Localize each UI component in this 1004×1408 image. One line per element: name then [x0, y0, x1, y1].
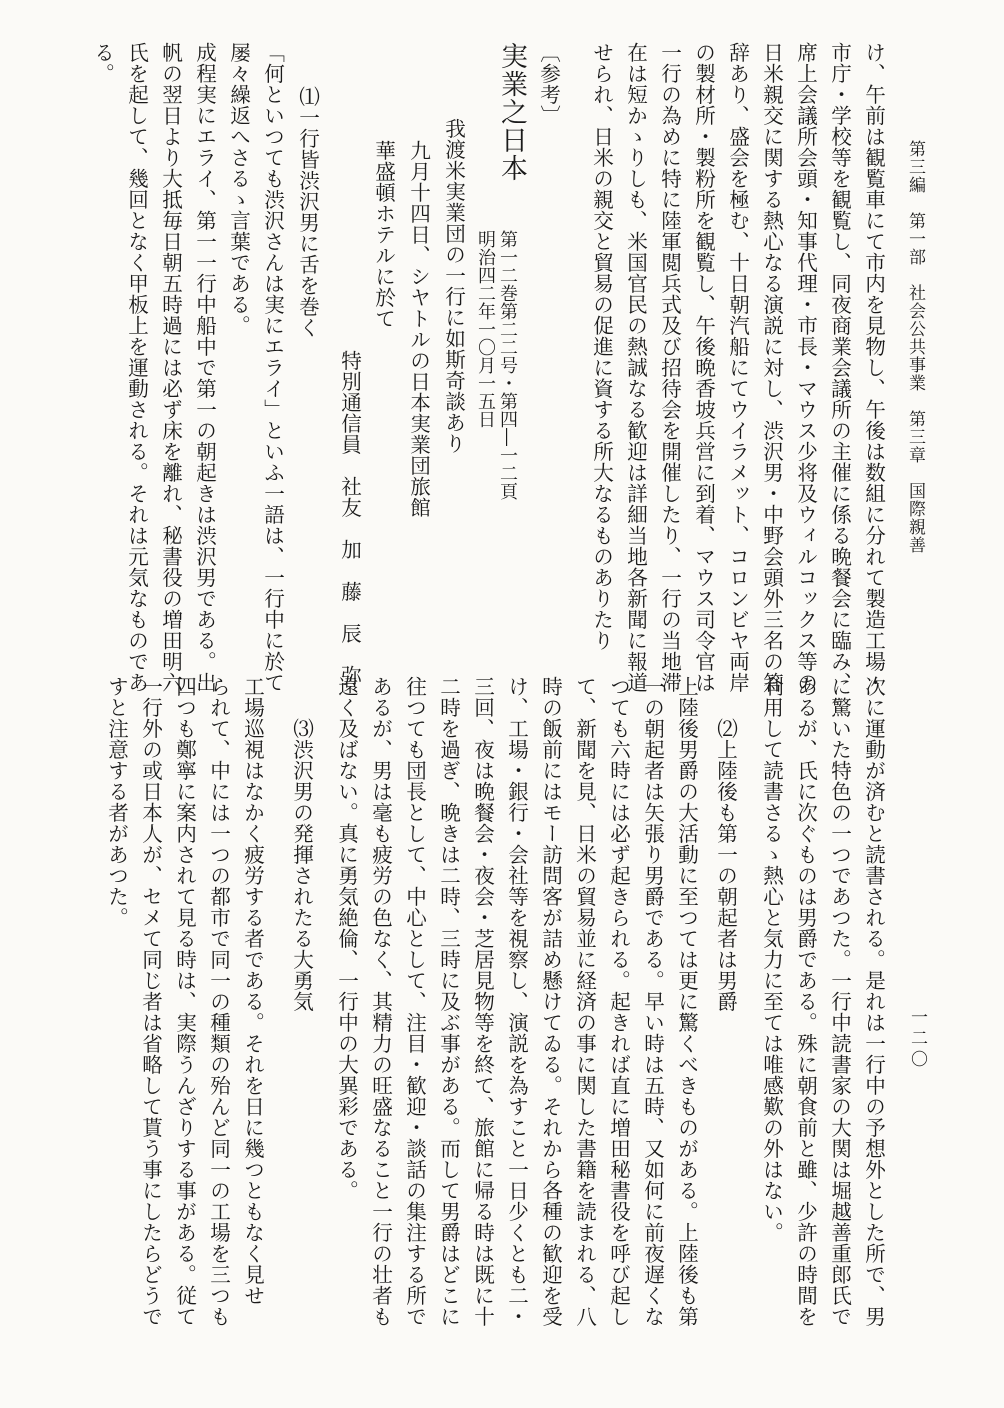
text-line: の製材所・製粉所を観覧し、午後晩香坡兵営に到着、マウス司令官は: [691, 42, 716, 693]
text-line: あるが、男は毫も疲労の色なく、其精力の旺盛なること一行の壮者も: [368, 676, 393, 1327]
text-line: に驚いた特色の一つであつた。一行中読書家の大関は堀越善重郎氏で: [827, 676, 852, 1327]
text-line: 帆の翌日より大抵毎日朝五時過には必ず床を離れ、秘書役の増田明六: [158, 42, 183, 693]
text-line: 時の飯前にはモー訪問客が詰め懸けてゐる。それから各種の歓迎を受: [538, 676, 563, 1327]
running-title: 第三編 第一部 社会公共事業 第三章 国際親善: [905, 140, 925, 554]
text-line: 「何といつても渋沢さんは実にエライ」といふ一語は、一行中に於て: [260, 42, 285, 693]
text-line: 遠く及ばない。真に勇気絶倫、一行中の大異彩である。: [334, 676, 359, 1201]
text-line: 市庁・学校等を観覧し、同夜商業会議所の主催に係る晩餐会に臨み、: [827, 42, 852, 693]
text-line: あるが、氏に次ぐものは男爵である。殊に朝食前と雖、少許の時間を: [793, 676, 818, 1327]
text-line: け、工場・銀行・会社等を視察し、演説を為すこと一日少くとも二・: [504, 676, 529, 1327]
text-line: られて、中には一つの都市で同一の種類の殆んど同一の工場を三つも: [206, 676, 231, 1327]
text-line: け、午前は観覧車にて市内を見物し、午後は数組に分れて製造工場・: [861, 42, 886, 693]
article-place-2: 華盛頓ホテルに於て: [371, 140, 396, 329]
text-line: る。: [90, 42, 115, 84]
text-line: 氏を起して、幾回となく甲板上を運動される。それは元気なものであ: [124, 42, 149, 693]
section2-heading: ⑵上陸後も第一の朝起者は男爵: [713, 718, 738, 1012]
source-title: 実業之日本: [496, 42, 527, 182]
text-line: て、新聞を見、日米の貿易並に経済の事に関した書籍を読まれる、八: [572, 676, 597, 1327]
text-line: 四つも鄭寧に案内されて見る時は、実際うんざりする事がある。従て: [172, 676, 197, 1327]
text-line: すと注意する者があつた。: [104, 676, 129, 928]
article-author: 特別通信員 社友 加 藤 辰 弥: [337, 350, 362, 686]
section3-heading: ⑶渋沢男の発揮されたる大勇気: [289, 718, 314, 1012]
article-date-place: 九月十四日、シヤトルの日本実業団旅館: [406, 140, 431, 518]
article-title: 我渡米実業団の一行に如斯奇談あり: [441, 118, 466, 454]
text-line: せられ、日米の親交と貿易の促進に資する所大なるものありたり: [589, 42, 614, 651]
text-line: つても六時には必ず起きられる。起きれば直に増田秘書役を呼び起し: [606, 676, 631, 1327]
text-line: 一の朝起者は矢張り男爵である。早い時は五時、又如何に前夜遅くな: [640, 676, 665, 1327]
text-line: 辞あり、盛会を極む、十日朝汽船にてウイラメット、コロンビヤ両岸: [725, 42, 750, 693]
section1-heading: ⑴一行皆渋沢男に舌を巻く: [295, 86, 320, 338]
text-line: 成程実にエライ、第一一行中船中で第一の朝起きは渋沢男である。出: [192, 42, 217, 693]
source-date: 明治四二年一〇月一五日: [475, 230, 496, 428]
text-line: 三回、夜は晩餐会・夜会・芝居見物等を終て、旅館に帰る時は既に十: [470, 676, 495, 1327]
text-line: 往つても団長として、中心として、注目・歓迎・談話の集注する所で: [402, 676, 427, 1327]
page-number: 一二〇: [907, 1008, 927, 1071]
text-line: 一行外の或日本人が、セメて同じ者は省略して貰う事にしたらどうで: [138, 676, 163, 1327]
text-line: 屡々繰返へさるゝ言葉である。: [226, 42, 251, 336]
text-line: 二時を過ぎ、晩きは二時、三時に及ぶ事がある。而して男爵はどこに: [436, 676, 461, 1327]
text-line: 日米親交に関する熱心なる演説に対し、渋沢男・中野会頭外三名の答: [759, 42, 784, 693]
text-line: 工場巡視はなかく疲労する者である。それを日に幾つともなく見せ: [240, 676, 265, 1306]
text-line: 席上会議所会頭・知事代理・市長・マウス少将及ウィルコックス等の: [793, 42, 818, 693]
text-line: 利用して読書さるゝ熱心と気力に至ては唯感歎の外はない。: [759, 676, 784, 1243]
text-line: 次に運動が済むと読書される。是れは一行中の予想外とした所で、男: [861, 676, 886, 1327]
text-line: 一行の為めに特に陸軍閲兵式及び招待会を開催したり、一行の当地滞: [657, 42, 682, 693]
text-line: 在は短かゝりしも、米国官民の熱誠なる歓迎は詳細当地各新聞に報道: [623, 42, 648, 693]
text-line: 上陸後男爵の大活動に至つては更に驚くべきものがある。上陸後も第: [674, 676, 699, 1327]
source-volume: 第一二巻第二二号・第四―一二頁: [497, 230, 518, 500]
reference-tag: 〔参考〕: [536, 42, 561, 126]
